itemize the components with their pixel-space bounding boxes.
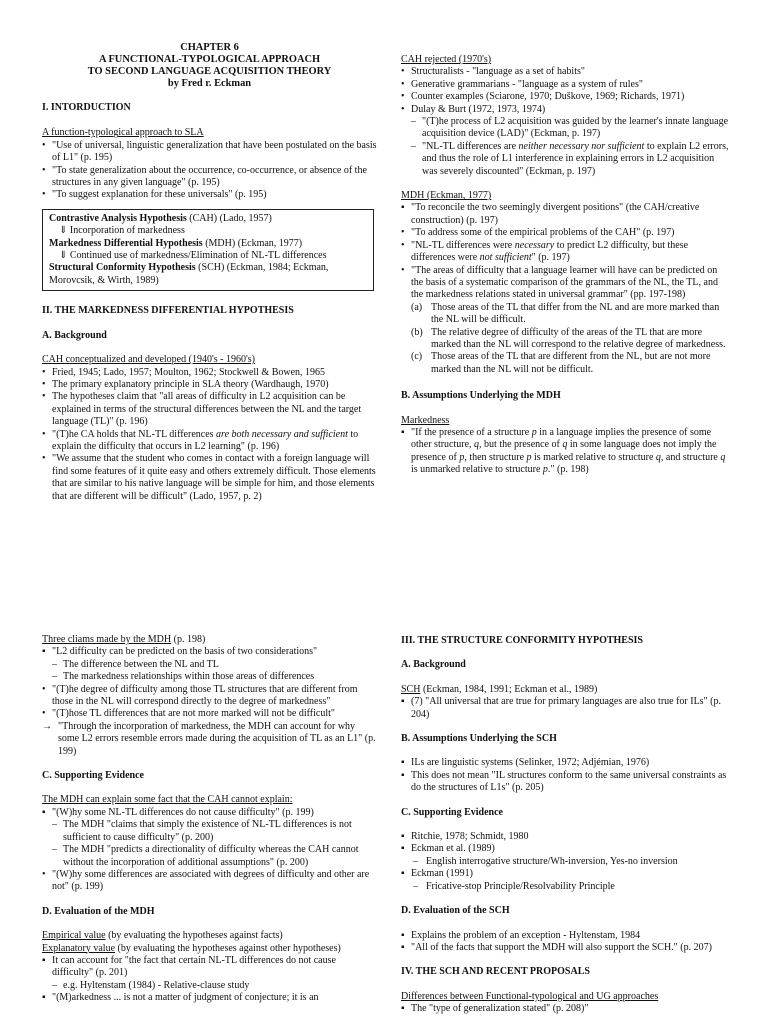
- chapter-author: by Fred r. Eckman: [167, 78, 252, 89]
- list-item: • "To state generalization about the occurrence, co-occurrence, or absence of the structures in any given language" (p. 195): [42, 165, 377, 190]
- sch-assumptions-list: [401, 757, 731, 794]
- list-item: • "To address some of the empirical problems of the CAH" (p. 197): [401, 227, 731, 239]
- italic-text: necessary: [514, 239, 555, 251]
- text: " (p. 197): [531, 252, 570, 264]
- assumptions-sch-heading: B. Assumptions Underlying the SCH: [401, 733, 557, 745]
- bottom-left-column: [42, 634, 377, 1005]
- support-list: [42, 807, 377, 894]
- intro-subheading: A function-typological approach to SLA: [42, 127, 204, 139]
- text: (Eckman, 1984, 1991; Eckman et al., 1989): [420, 683, 598, 695]
- differences-list: [401, 1003, 731, 1015]
- list-item: → "Through the incorporation of markedness, the MDH can account for why some L2 errors resemble errors made during the acquisition of TL as an L1" (p. 199): [42, 721, 377, 758]
- markedness-subheading: Markedness: [401, 414, 450, 426]
- list-item: [401, 240, 731, 265]
- sch-background-heading: A. Background: [401, 659, 466, 671]
- list-item: [401, 351, 731, 376]
- explanatory-value-line: [42, 943, 377, 955]
- list-item: – The markedness relationships within those areas of differences: [42, 671, 377, 683]
- list-item: [401, 327, 731, 352]
- chapter-label: CHAPTER 6: [180, 42, 239, 53]
- section-ii-heading: II. THE MARKEDNESS DIFFERENTIAL HYPOTHESIS: [42, 305, 294, 317]
- text: , and structure: [660, 451, 721, 463]
- intro-list: [42, 140, 377, 202]
- sch-background-list: [401, 696, 731, 721]
- list-item: [42, 429, 377, 454]
- list-item: ▪ ILs are linguistic systems (Selinker, 1972; Adjémian, 1976): [401, 757, 731, 769]
- evaluation-list: [42, 955, 377, 1005]
- italic-text: not sufficient: [479, 252, 532, 264]
- list-item: – English interrogative structure/Wh-inversion, Yes-no inversion: [401, 856, 731, 868]
- list-item: • "(W)hy some differences are associated with degrees of difficulty and other are not" (p. 199): [42, 869, 377, 894]
- text: "If the presence of a structure: [411, 426, 532, 438]
- sch-evaluation-list: [401, 930, 731, 955]
- list-item: ▪ "L2 difficulty can be predicted on the basis of two considerations": [42, 646, 377, 658]
- list-item: • Generative grammarians - "language as a system of rules": [401, 79, 731, 91]
- mdh-explain-subheading: The MDH can explain some fact that the CAH cannot explain:: [42, 794, 293, 806]
- cah-developed-subheading: CAH conceptualized and developed (1940's - 1960's): [42, 354, 255, 366]
- text: in a language implies the presence of some other structure,: [411, 426, 712, 451]
- list-item: – Fricative-stop Principle/Resolvability Principle: [401, 881, 731, 893]
- markedness-list: [401, 427, 731, 477]
- chapter-title-line2: TO SECOND LANGUAGE ACQUISITION THEORY: [87, 66, 332, 77]
- text: in some language does not imply the presence of: [411, 439, 717, 463]
- cah-ref: (CAH) (Lado, 1957): [186, 212, 272, 224]
- text: , but the presence of: [479, 439, 563, 451]
- section-iii-heading: III. THE STRUCTURE CONFORMITY HYPOTHESIS: [401, 635, 643, 646]
- assumptions-mdh-heading: B. Assumptions Underlying the MDH: [401, 390, 561, 402]
- cah-term: Contrastive Analysis Hypothesis: [49, 212, 187, 224]
- text: "(T)he CA holds that NL-TL differences: [52, 428, 217, 440]
- three-claims-subheading: [42, 634, 377, 646]
- list-item: • "Use of universal, linguistic generalization that have been postulated on the basis of L1" (p. 195): [42, 140, 377, 165]
- text: "NL-TL differences are: [422, 140, 519, 152]
- mdh-1977-list: [401, 202, 731, 376]
- cah-rejected-subheading: CAH rejected (1970's): [401, 54, 492, 65]
- evaluation-mdh-heading: D. Evaluation of the MDH: [42, 905, 155, 917]
- item-label: (c): [411, 351, 423, 363]
- list-item: • "We assume that the student who comes in contact with a foreign language will find some features of it quite easy and others extremely difficult. Those elements that are similar to his native language will be simple for him, and those elements that are different will be difficult" (Lado, 1957, p. 2): [42, 453, 377, 503]
- sch-ref: (SCH) (Eckman, 1984; Eckman, Morovcsik, & Wirth, 1989): [49, 262, 329, 286]
- list-item: ▪ "(M)arkedness ... is not a matter of judgment of conjecture; it is an: [42, 992, 377, 1004]
- list-item: ▪ It can account for "the fact that certain NL-TL differences do not cause difficulty" (p. 201): [42, 955, 377, 980]
- list-item: ▪ Explains the problem of an exception - Hyltenstam, 1984: [401, 930, 731, 942]
- text: Empirical value: [42, 930, 106, 942]
- list-item: ▪ "To reconcile the two seemingly divergent positions" (the CAH/creative construction) (p. 197): [401, 202, 731, 227]
- list-item: ▪ Eckman (1991): [401, 868, 731, 880]
- text: to explain L2 errors, and thus the role of L1 interference in explaining errors in L2 acquisition was severely discounted" (Eckman, p. 197): [422, 140, 729, 177]
- intro-heading: I. INTORDUCTION: [42, 102, 131, 113]
- mdh-1977-subheading: MDH (Eckman, 1977): [401, 190, 492, 202]
- list-item: • The hypotheses claim that "all areas of difficulty in L2 acquisition can be explained in terms of the structural differences between the NL and the target language (TL)" (p. 196): [42, 391, 377, 428]
- text: Those areas of the TL that are different from the NL, but are not more marked than the NL will not be difficult.: [431, 351, 711, 375]
- claims-list: [42, 646, 377, 758]
- arrow-line-2: ⇓ Continued use of markedness/Elimination of NL-TL differences: [59, 250, 327, 262]
- sch-subheading: [401, 684, 731, 696]
- text: SCH: [401, 683, 421, 695]
- supporting-evidence-heading: C. Supporting Evidence: [42, 770, 144, 782]
- list-item: [401, 302, 731, 327]
- italic-text: q: [562, 439, 568, 451]
- text: to explain the difficulty that occurs in L2 learning" (p. 196): [52, 428, 359, 452]
- list-item: • Fried, 1945; Lado, 1957; Moulton, 1962; Stockwell & Bowen, 1965: [42, 367, 377, 379]
- item-label: (b): [411, 326, 423, 338]
- italic-text: neither necessary nor sufficient: [518, 140, 645, 152]
- italic-text: are both necessary and sufficient: [216, 428, 348, 440]
- text: is unmarked relative to structure: [411, 464, 543, 476]
- mdh-ref: (MDH) (Eckman, 1977): [202, 237, 303, 249]
- list-item: – The MDH "claims that simply the existence of NL-TL differences is not sufficient to cause difficulty" (p. 200): [42, 819, 377, 844]
- arrow-line-1: ⇓ Incorporation of markedness: [59, 225, 185, 237]
- list-item: ▪ The "type of generalization stated" (p. 208)": [401, 1003, 731, 1015]
- text: (by evaluating the hypotheses against facts): [105, 930, 283, 942]
- sch-term: Structural Conformity Hypothesis: [49, 262, 196, 274]
- italic-text: q: [655, 451, 661, 463]
- text: Those areas of the TL that differ from the NL and are more marked than the NL will be difficult.: [431, 301, 720, 326]
- list-item: – "(T)he process of L2 acquisition was guided by the learner's innate language acquisition device (LAD)" (Eckman, p. 197): [401, 116, 731, 141]
- bottom-right-column: [401, 635, 731, 1016]
- list-item: • "The areas of difficulty that a language learner will have can be predicted on the basis of a systematic comparison of the grammars of the NL, the TL, and the markedness relations stated in universal grammar" (pp. 197-198): [401, 265, 731, 302]
- list-item: • "(T)he degree of difficulty among those TL structures that are different from those in the NL will correspond directly to the degree of markedness": [42, 684, 377, 709]
- list-item: – The difference between the NL and TL: [42, 659, 377, 671]
- text: The relative degree of difficulty of the areas of the TL that are more marked than the NL will correspond to the relative degree of markedness.: [431, 326, 726, 350]
- list-item: • "To suggest explanation for these universals" (p. 195): [42, 189, 377, 201]
- item-label: (a): [411, 301, 423, 313]
- text: , then structure: [464, 451, 527, 463]
- list-item: • Structuralists - "language as a set of habits": [401, 66, 731, 78]
- list-item: ▪ (7) "All universal that are true for primary languages are also true for ILs" (p. 204): [401, 696, 731, 721]
- top-right-column: [401, 54, 731, 477]
- italic-text: p: [526, 451, 532, 463]
- list-item: ▪ This does not mean "IL structures conform to the same universal constraints as do the structures of L1s" (p. 205): [401, 770, 731, 795]
- empirical-value-line: [42, 930, 377, 942]
- text: (by evaluating the hypotheses against other hypotheses): [115, 942, 341, 954]
- cah-rejected-list: [401, 66, 731, 178]
- top-left-column: [42, 42, 377, 503]
- list-item: – e.g. Hyltenstam (1984) - Relative-clause study: [42, 980, 377, 992]
- list-item: – The MDH "predicts a directionality of difficulty whereas the CAH cannot without the incorporation of additional assumptions" (p. 200): [42, 844, 377, 869]
- text: Three cliams made by the MDH: [42, 634, 172, 645]
- italic-text: p: [542, 464, 548, 476]
- list-item: • Dulay & Burt (1972, 1973, 1974): [401, 104, 731, 116]
- text: Explanatory value: [42, 942, 116, 954]
- sch-line: [49, 262, 367, 287]
- sch-evaluation-heading: D. Evaluation of the SCH: [401, 905, 510, 917]
- mdh-line: [49, 238, 367, 250]
- list-item: • "(T)hose TL differences that are not more marked will not be difficult": [42, 708, 377, 720]
- italic-text: q: [720, 451, 726, 463]
- list-item: • The primary explanatory principle in SLA theory (Wardhaugh, 1970): [42, 379, 377, 391]
- list-item: • Counter examples (Sciarone, 1970; Duškove, 1969; Richards, 1971): [401, 91, 731, 103]
- mdh-term: Markedness Differential Hypothesis: [49, 237, 203, 249]
- hypotheses-box: [42, 209, 374, 291]
- list-item: ▪ "All of the facts that support the MDH will also support the SCH." (p. 207): [401, 942, 731, 954]
- text: to predict L2 difficulty, but these differences were: [411, 239, 689, 264]
- chapter-title-line1: A FUNCTIONAL-TYPOLOGICAL APPROACH: [98, 54, 321, 65]
- list-item: [401, 427, 731, 477]
- list-item: ▪ Ritchie, 1978; Schmidt, 1980: [401, 831, 731, 843]
- text: ." (p. 198): [547, 464, 589, 476]
- differences-subheading: Differences between Functional-typological and UG approaches: [401, 990, 659, 1002]
- list-item: ▪ "(W)hy some NL-TL differences do not cause difficulty" (p. 199): [42, 807, 377, 819]
- background-heading: A. Background: [42, 329, 107, 341]
- italic-text: p: [459, 451, 465, 463]
- section-iv-heading: IV. THE SCH AND RECENT PROPOSALS: [401, 966, 590, 978]
- text: is marked relative to structure: [531, 451, 656, 463]
- list-item: [401, 141, 731, 178]
- cah-line: [49, 213, 367, 225]
- text: (p. 198): [171, 634, 206, 645]
- sch-supporting-list: [401, 831, 731, 893]
- cah-developed-list: [42, 367, 377, 503]
- list-item: ▪ Eckman et al. (1989): [401, 843, 731, 855]
- italic-text: p: [531, 426, 537, 438]
- italic-text: q: [474, 439, 480, 451]
- text: "NL-TL differences were: [411, 239, 515, 251]
- sch-supporting-heading: C. Supporting Evidence: [401, 806, 503, 818]
